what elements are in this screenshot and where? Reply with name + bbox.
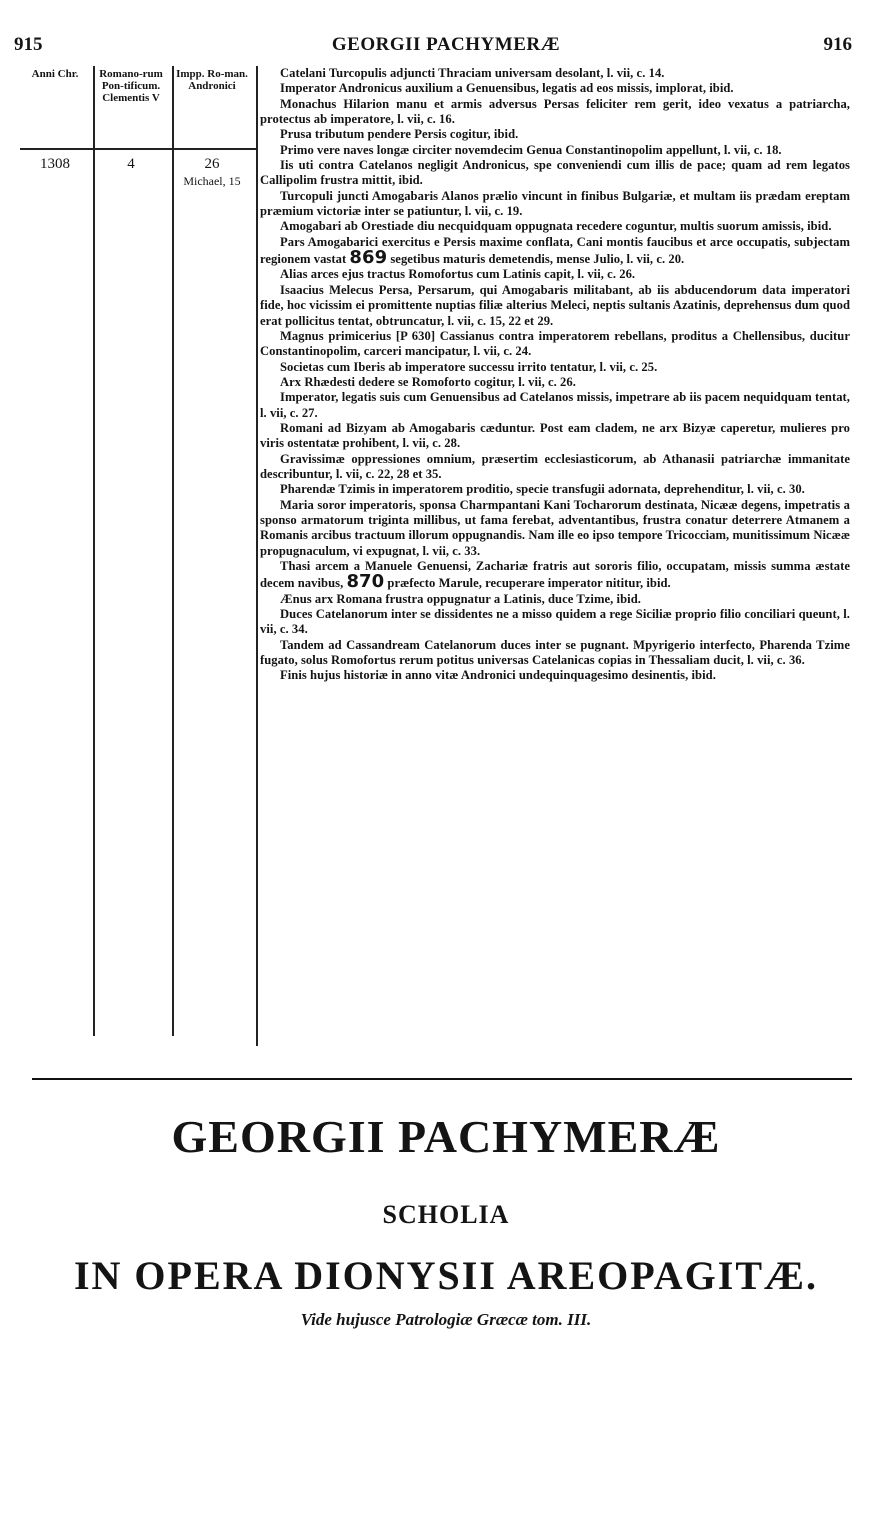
entry-text: Pars Amogabarici exercitus e Persis maxime conflata, Cani montis faucibus et arce occupatis, subjectam regionem vastat	[260, 234, 850, 267]
column-divider	[256, 66, 258, 1046]
entry-paragraph: Isaacius Melecus Persa, Persarum, qui Amogabaris militabant, ab iis abducendorum data imperatori fide, hoc vicissim ei promittente nuptias filiæ alterius Meleci, neptis sultanis Azatinis, deprehensus dum quod erat pollicitus tentat, obtruncatur, l. vii, c. 15, 22 et 29.	[260, 282, 850, 328]
entry-text: præfecto Marule, recuperare imperator nititur, ibid.	[387, 576, 671, 591]
entry-paragraph: Romani ad Bizyam ab Amogabaris cæduntur. Post eam cladem, ne arx Bizyæ caperetur, mulieres pro viris ostentatæ prohibent, l. vii, c. 28.	[260, 420, 850, 451]
header-rule	[20, 148, 256, 150]
running-header	[0, 34, 892, 58]
entry-paragraph: Maria soror imperatoris, sponsa Charmpantani Kani Tocharorum destinata, Nicææ degens, impetratis a sponso armatorum triginta millibus, ut fama ferebat, adventantibus, frustra conatur deterrere Atmanem a Romanis arcibus tractuum illorum oppugnandis. Nam ille eo ipso tempore Tricocciam, munitissimum Nicææ propugnaculum, vi expugnat, l. vii, c. 33.	[260, 497, 850, 558]
pontificate-year-cell: 4	[127, 156, 135, 172]
col-header-imperatorum: Impp. Ro-man. Andronici	[176, 68, 248, 92]
entry-paragraph: Finis hujus historiæ in anno vitæ Andronici undequinquagesimo desinentis, ibid.	[280, 668, 716, 683]
entry-text: segetibus maturis demetendis, mense Julio, l. vii, c. 20.	[390, 252, 685, 267]
work-subtitle: SCHOLIA	[382, 1200, 510, 1229]
entry-paragraph: Iis uti contra Catelanos negligit Andronicus, spe conveniendi cum illis de pace; quam ad rem legatos Callipolim frustra mittit, ibid.	[260, 158, 850, 188]
reference-note: Vide hujusce Patrologiæ Græcæ tom. III.	[300, 1310, 592, 1329]
entry-paragraph: Imperator Andronicus auxilium a Genuensibus, legatis ad eos missis, implorat, ibid.	[280, 81, 734, 96]
michael-year-cell: Michael, 15	[183, 174, 241, 188]
entry-paragraph: Prusa tributum pendere Persis cogitur, ibid.	[280, 127, 519, 142]
entry-paragraph: Duces Catelanorum inter se dissidentes ne a misso quidem a rege Siciliæ proprio filio conciliari queunt, l. vii, c. 34.	[260, 607, 850, 637]
entry-paragraph: Magnus primicerius [P 630] Cassianus contra imperatorem rebellans, proditus a Chellensibus, ducitur Constantinopolim, carceri mancipatur, l. vii, c. 24.	[260, 328, 850, 359]
page-number-right: 916	[823, 34, 852, 55]
year-cell: 1308	[40, 156, 70, 172]
chronology-entries	[260, 66, 850, 684]
entry-paragraph: Catelani Turcopulis adjuncti Thraciam universam desolant, l. vii, c. 14.	[280, 66, 665, 80]
work-author-title: GEORGII PACHYMERÆ	[171, 1111, 721, 1162]
entry-paragraph: Arx Rhædesti dedere se Romoforto cogitur, l. vii, c. 26.	[280, 374, 576, 389]
column-number: 869	[349, 247, 388, 269]
entry-paragraph: Societas cum Iberis ab imperatore successu irrito tentatur, l. vii, c. 25.	[280, 359, 658, 374]
work-title: IN OPERA DIONYSII AREOPAGITÆ.	[73, 1253, 819, 1298]
entry-paragraph: Monachus Hilarion manu et armis adversus Persas feliciter rem gerit, ideo vexatus a patriarcha, protectus ab imperatore, l. vii, c. 16.	[260, 96, 850, 127]
page-number-left: 915	[14, 34, 43, 55]
entry-paragraph: Amogabari ab Orestiade diu necquidquam oppugnata recedere coguntur, multis suorum amissis, ibid.	[280, 219, 832, 234]
col-header-romanorum: Romano-rum Pon-tificum. Clementis V	[99, 68, 163, 104]
running-title: GEORGII PACHYMERÆ	[331, 34, 561, 55]
entry-paragraph	[260, 559, 850, 592]
entry-paragraph: Alias arces ejus tractus Romofortus cum Latinis capit, l. vii, c. 26.	[280, 267, 636, 282]
entry-text: Thasi arcem a Manuele Genuensi, Zachariæ fratris aut sororis filio, occupatam, missis summa æstate decem navibus,	[260, 559, 850, 591]
entry-paragraph: Ænus arx Romana frustra oppugnatur a Latinis, duce Tzime, ibid.	[280, 591, 641, 606]
col-header-anni: Anni Chr.	[31, 68, 79, 80]
entry-paragraph: Imperator, legatis suis cum Genuensibus ad Catelanos missis, impetrare ab iis pacem nequidquam tentat, l. vii, c. 27.	[260, 390, 850, 420]
entry-paragraph: Primo vere naves longæ circiter novemdecim Genua Constantinopolim appellunt, l. vii, c. 18.	[280, 142, 782, 157]
column-number: 870	[346, 571, 385, 593]
entry-paragraph: Tandem ad Cassandream Catelanorum duces inter se pugnant. Mpyrigerio interfecto, Pharenda Tzime fugato, solus Romofortus rerum potitus universas Catelanicas copias in Thessaliam ducit, l. vii, c. 36.	[260, 637, 850, 668]
section-divider	[32, 1078, 852, 1080]
andronicus-year-cell: 26	[204, 156, 220, 172]
entry-paragraph: Gravissimæ oppressiones omnium, præsertim ecclesiasticorum, ab Athanasii patriarchæ immanitate describuntur, l. vii, c. 22, 28 et 35.	[260, 451, 850, 481]
entry-paragraph	[260, 235, 850, 268]
column-divider	[93, 66, 95, 1036]
entry-paragraph: Pharendæ Tzimis in imperatorem proditio, specie transfugii adornata, deprehenditur, l. vii, c. 30.	[280, 482, 805, 497]
column-divider	[172, 66, 174, 1036]
entry-paragraph: Turcopuli juncti Amogabaris Alanos prælio vincunt in finibus Bulgariæ, et multam iis prædam ereptam præmium victoriæ inter se patiuntur, l. vii, c. 19.	[260, 188, 850, 219]
